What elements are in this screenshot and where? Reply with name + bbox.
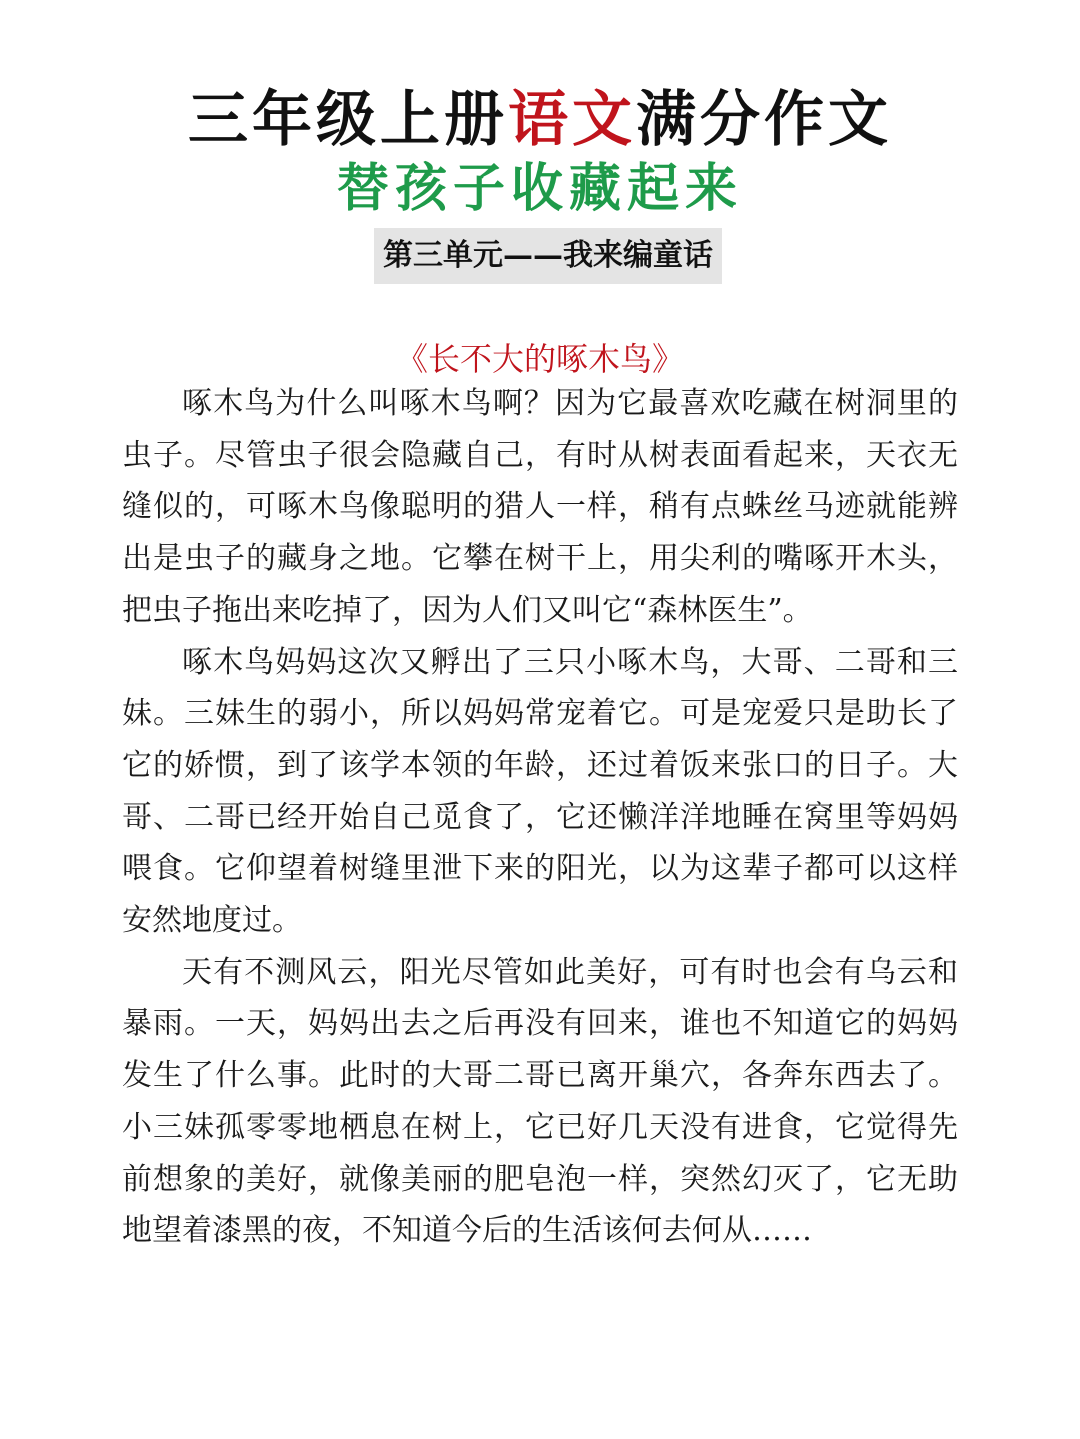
essay-paragraph-2: 啄木鸟妈妈这次又孵出了三只小啄木鸟，大哥、二哥和三妹。三妹生的弱小，所以妈妈常宠着它。可是宠爱只是助长了它的娇惯，到了该学本领的年龄，还过着饭来张口的日子。大哥、二哥已经开始自己觅食了，它还懒洋洋地睡在窝里等妈妈喂食。它仰望着树缝里泄下来的阳光，以为这辈子都可以这样安然地度过。 <box>122 644 958 939</box>
essay-title: 《长不大的啄木鸟》 <box>395 340 684 378</box>
page-subtitle: 替孩子收藏起来 <box>336 159 743 219</box>
essay-body <box>122 378 958 1257</box>
essay-paragraph-1: 啄木鸟为什么叫啄木鸟啊？因为它最喜欢吃藏在树洞里的虫子。尽管虫子很会隐藏自己，有时从树表面看起来，天衣无缝似的，可啄木鸟像聪明的猎人一样，稍有点蛛丝马迹就能辨出是虫子的藏身之地。它攀在树干上，用尖利的嘴啄开木头，把虫子拖出来吃掉了，因为人们又叫它“森林医生”。 <box>122 386 958 628</box>
essay-paragraph-3: 天有不测风云，阳光尽管如此美好，可有时也会有乌云和暴雨。一天，妈妈出去之后再没有回来，谁也不知道它的妈妈发生了什么事。此时的大哥二哥已离开巢穴，各奔东西去了。小三妹孤零零地栖息在树上，它已好几天没有进食，它觉得先前想象的美好，就像美丽的肥皂泡一样，突然幻灭了，它无助地望着漆黑的夜，不知道今后的生活该何去何从…… <box>122 954 958 1249</box>
title-part-2: 满分作文 <box>636 85 892 155</box>
title-part-1: 三年级上册 <box>188 85 508 155</box>
unit-label-box: 第三单元——我来编童话 <box>374 228 722 284</box>
title-accent: 语文 <box>508 85 636 155</box>
